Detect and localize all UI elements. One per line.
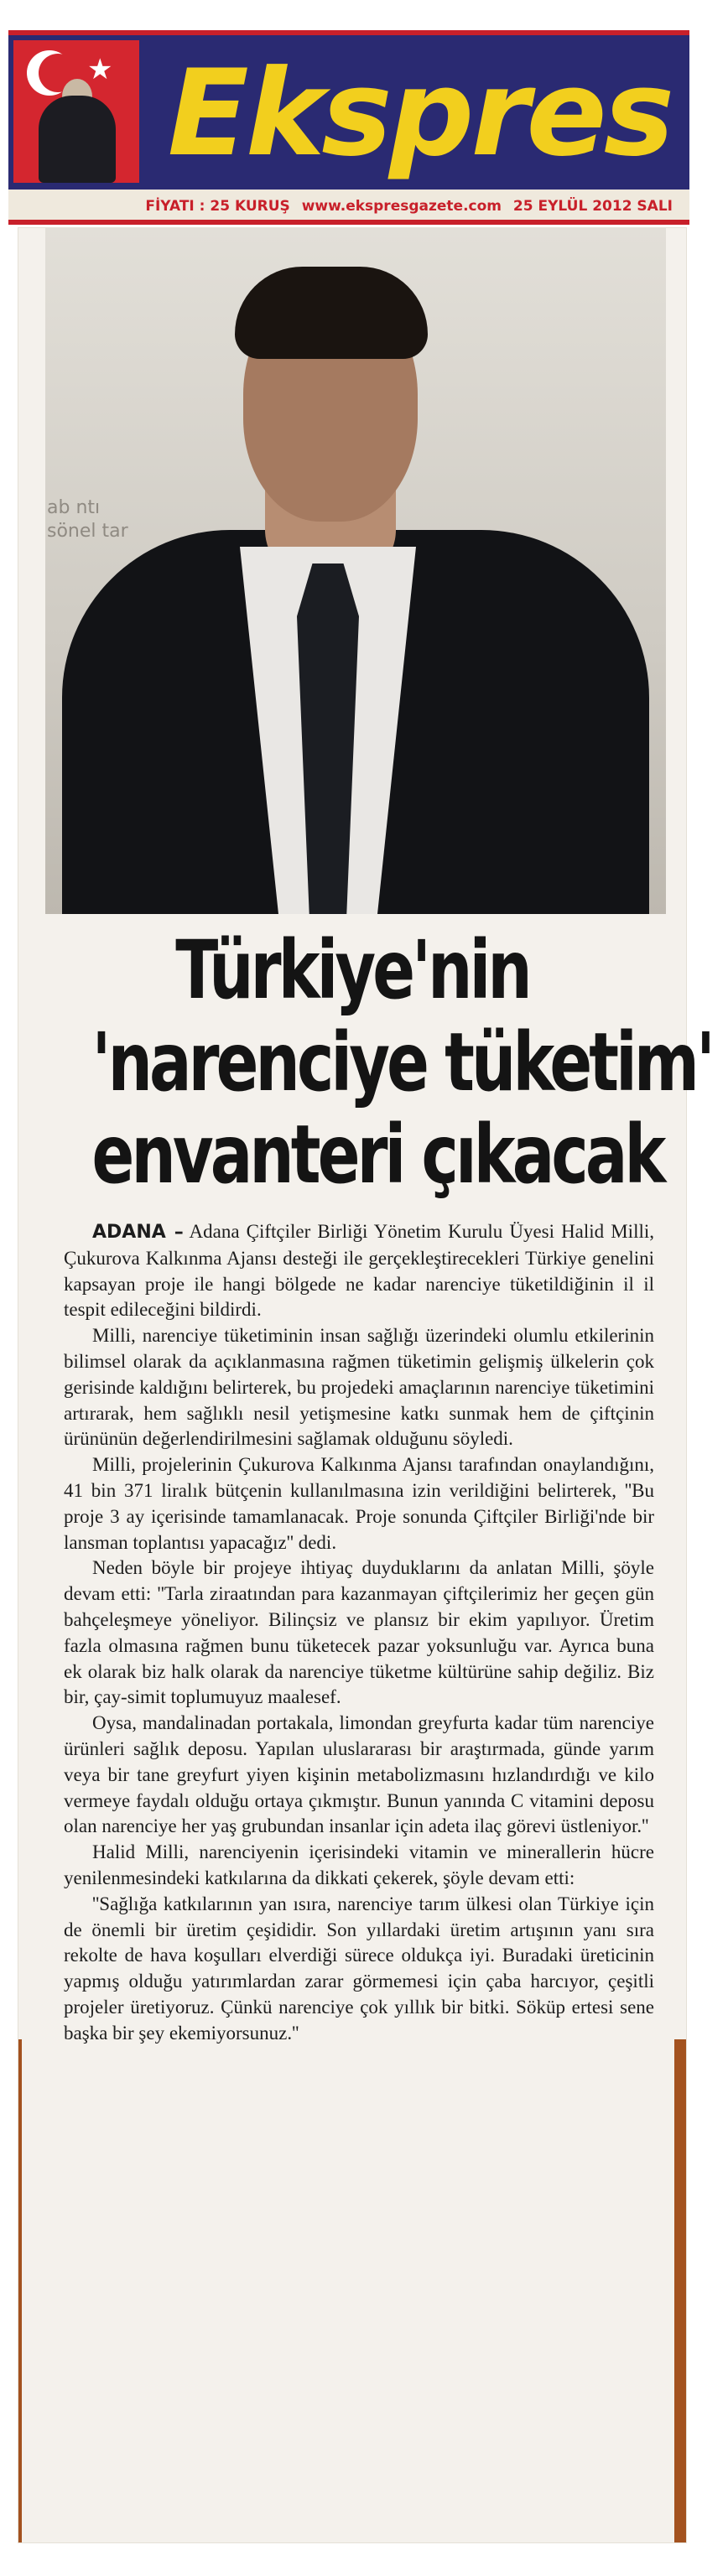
article-clipping	[18, 228, 713, 2542]
headline-line-2: 'narenciye tüketim'	[91, 1015, 713, 1109]
price-label: FİYATI : 25 KURUŞ	[145, 198, 290, 215]
paragraph-3: Milli, projelerinin Çukurova Kalkınma Ajansı tarafından onaylandığını, 41 bin 371 liralık bütçenin kullanılmasına izin verildiğini belirterek, ''Bu proje 3 ay içerisinde tamamlanacak. Proje sonunda Çiftçiler Birliği'nde bir lansman toplantısı yapacağız'' dedi.	[64, 1454, 654, 1553]
article-photo	[45, 228, 666, 914]
masthead-info-line	[8, 193, 689, 220]
paragraph-5: Oysa, mandalinadan portakala, limondan greyfurta kadar tüm narenciye ürünleri sağlık deposu. Yapılan uluslararası bir araştırmada, günde yarım veya bir tane greyfurt yiyen kişinin metabolizmasını hızlandırdığı ve kilo vermeye faydalı olduğu ortaya çıkmıştır. Bunun yanında C vitamini deposu olan narenciye her yaş grubundan insanlar için adeta ilaç görevi üstleniyor.''	[64, 1712, 654, 1837]
paragraph-2: Milli, narenciye tüketiminin insan sağlığı üzerindeki olumlu etkilerinin bilimsel olarak da açıklanmasına rağmen tüketimin gelişmiş ülkelerin çok gerisinde kaldığını belirterek, bu projedeki amaçlarının narenciye tüketimini artırarak, hem sağlıklı nesil yetişmesine katkı sunmak hem de çiftçinin ürününün değerlendirilmesini sağlamak olduğunu söyledi.	[64, 1325, 654, 1450]
issue-date: 25 EYLÜL 2012 SALI	[512, 198, 673, 215]
article-body	[64, 1219, 654, 2047]
background-sign: ab ntı sönel tar	[47, 497, 128, 542]
headline-line-3: envanteri çıkacak	[91, 1108, 663, 1202]
newspaper-title: Ekspres	[167, 44, 672, 183]
masthead-flag-emblem	[13, 40, 139, 183]
headline-line-1: Türkiye'nin	[175, 923, 529, 1017]
paragraph-1: ADANA – Adana Çiftçiler Birliği Yönetim Kurulu Üyesi Halid Milli, Çukurova Kalkınma Ajansı desteği ile gerçekleştirecekleri Türkiye genelini kapsayan proje ile hangi bölgede ne kadar narenciye tüketildiğinin il il tespit edileceğini bildirdi.	[64, 1221, 654, 1321]
paragraph-7: ''Sağlığa katkılarının yan ısıra, narenciye tarım ülkesi olan Türkiye için de önemli bir üretim çeşididir. Son yıllardaki üretim artışının yanı sıra rekolte de hava koşulları elverdiği sürece oldukça iyi. Buradaki üreticinin yapmış olduğu yatırımlardan zarar görmemesi için çaba harcıyor, çeşitli projeler üretiyoruz. Çünkü narenciye çok yıllık bir bitki. Söküp ertesi sene başka bir şey ekemiyorsunuz.''	[64, 1893, 654, 2044]
masthead-band	[8, 35, 689, 190]
portrait-figure	[39, 96, 116, 183]
headline	[91, 923, 713, 1202]
star-icon: ★	[87, 53, 113, 86]
masthead	[8, 30, 689, 225]
paragraph-6: Halid Milli, narenciyenin içerisindeki vitamin ve minerallerin hücre yenilenmesindeki katkılarına da dikkati çekerek, şöyle devam etti:	[64, 1841, 654, 1888]
dateline: ADANA –	[92, 1222, 184, 1243]
website-label: www.ekspresgazete.com	[301, 198, 502, 215]
paragraph-4: Neden böyle bir projeye ihtiyaç duyduklarını da anlatan Milli, şöyle devam etti: ''Tarla ziraatından para kazanmayan çiftçilerimiz her geçen gün bahçeleşmeye yöneliyor. Bilinçsiz ve plansız bir ekim yapılıyor. Üretim fazla olmasına rağmen bunu tüketecek pazar yoksunluğu var. Ayrıca buna ek olarak biz halk olarak da narenciye tüketme kültürüne sahip değiliz. Biz bir, çay-simit toplumuyuz maalesef.	[64, 1557, 654, 1708]
